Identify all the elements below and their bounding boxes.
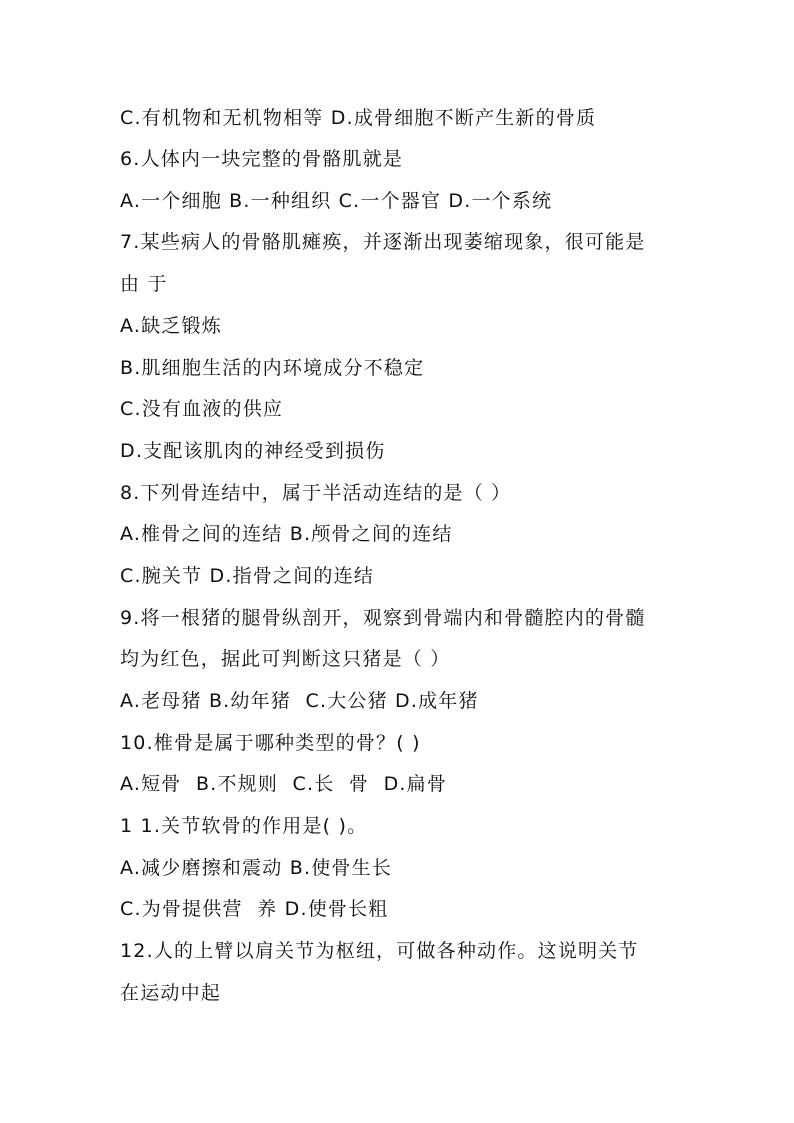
options-11-cd: C.为骨提供营 养 D.使骨长粗 [120, 898, 389, 920]
option-7d: D.支配该肌肉的神经受到损伤 [120, 440, 386, 462]
options-9: A.老母猪 B.幼年猪 C.大公猪 D.成年猪 [120, 690, 479, 712]
text-line: C.有机物和无机物相等 D.成骨细胞不断产生新的骨质 [120, 107, 597, 129]
question-6: 6.人体内一块完整的骨骼肌就是 [120, 148, 404, 170]
option-7a: A.缺乏锻炼 [120, 315, 222, 337]
question-7-cont: 由 于 [120, 273, 168, 295]
question-9-cont: 均为红色，据此可判断这只猪是（ ） [120, 648, 451, 670]
question-12-cont: 在运动中起 [120, 982, 222, 1004]
options-8-ab: A.椎骨之间的连结 B.颅骨之间的连结 [120, 523, 453, 545]
option-7c: C.没有血液的供应 [120, 398, 284, 420]
options-6: A.一个细胞 B.一种组织 C.一个器官 D.一个系统 [120, 190, 553, 212]
option-7b: B.肌细胞生活的内环境成分不稳定 [120, 357, 425, 379]
question-10: 10.椎骨是属于哪种类型的骨？( ) [120, 732, 421, 754]
options-8-cd: C.腕关节 D.指骨之间的连结 [120, 565, 375, 587]
options-11-ab: A.减少磨擦和震动 B.使骨生长 [120, 857, 393, 879]
question-11: 1 1.关节软骨的作用是( )。 [120, 815, 368, 837]
options-10: A.短骨 B.不规则 C.长 骨 D.扁骨 [120, 773, 448, 795]
question-8: 8.下列骨连结中，属于半活动连结的是（ ） [120, 482, 512, 504]
question-7: 7.某些病人的骨骼肌瘫痪，并逐渐出现萎缩现象，很可能是 [120, 231, 646, 253]
question-9: 9.将一根猪的腿骨纵剖开，观察到骨端内和骨髓腔内的骨髓 [120, 607, 646, 629]
question-12: 12.人的上臂以肩关节为枢纽，可做各种动作。这说明关节 [120, 940, 639, 962]
